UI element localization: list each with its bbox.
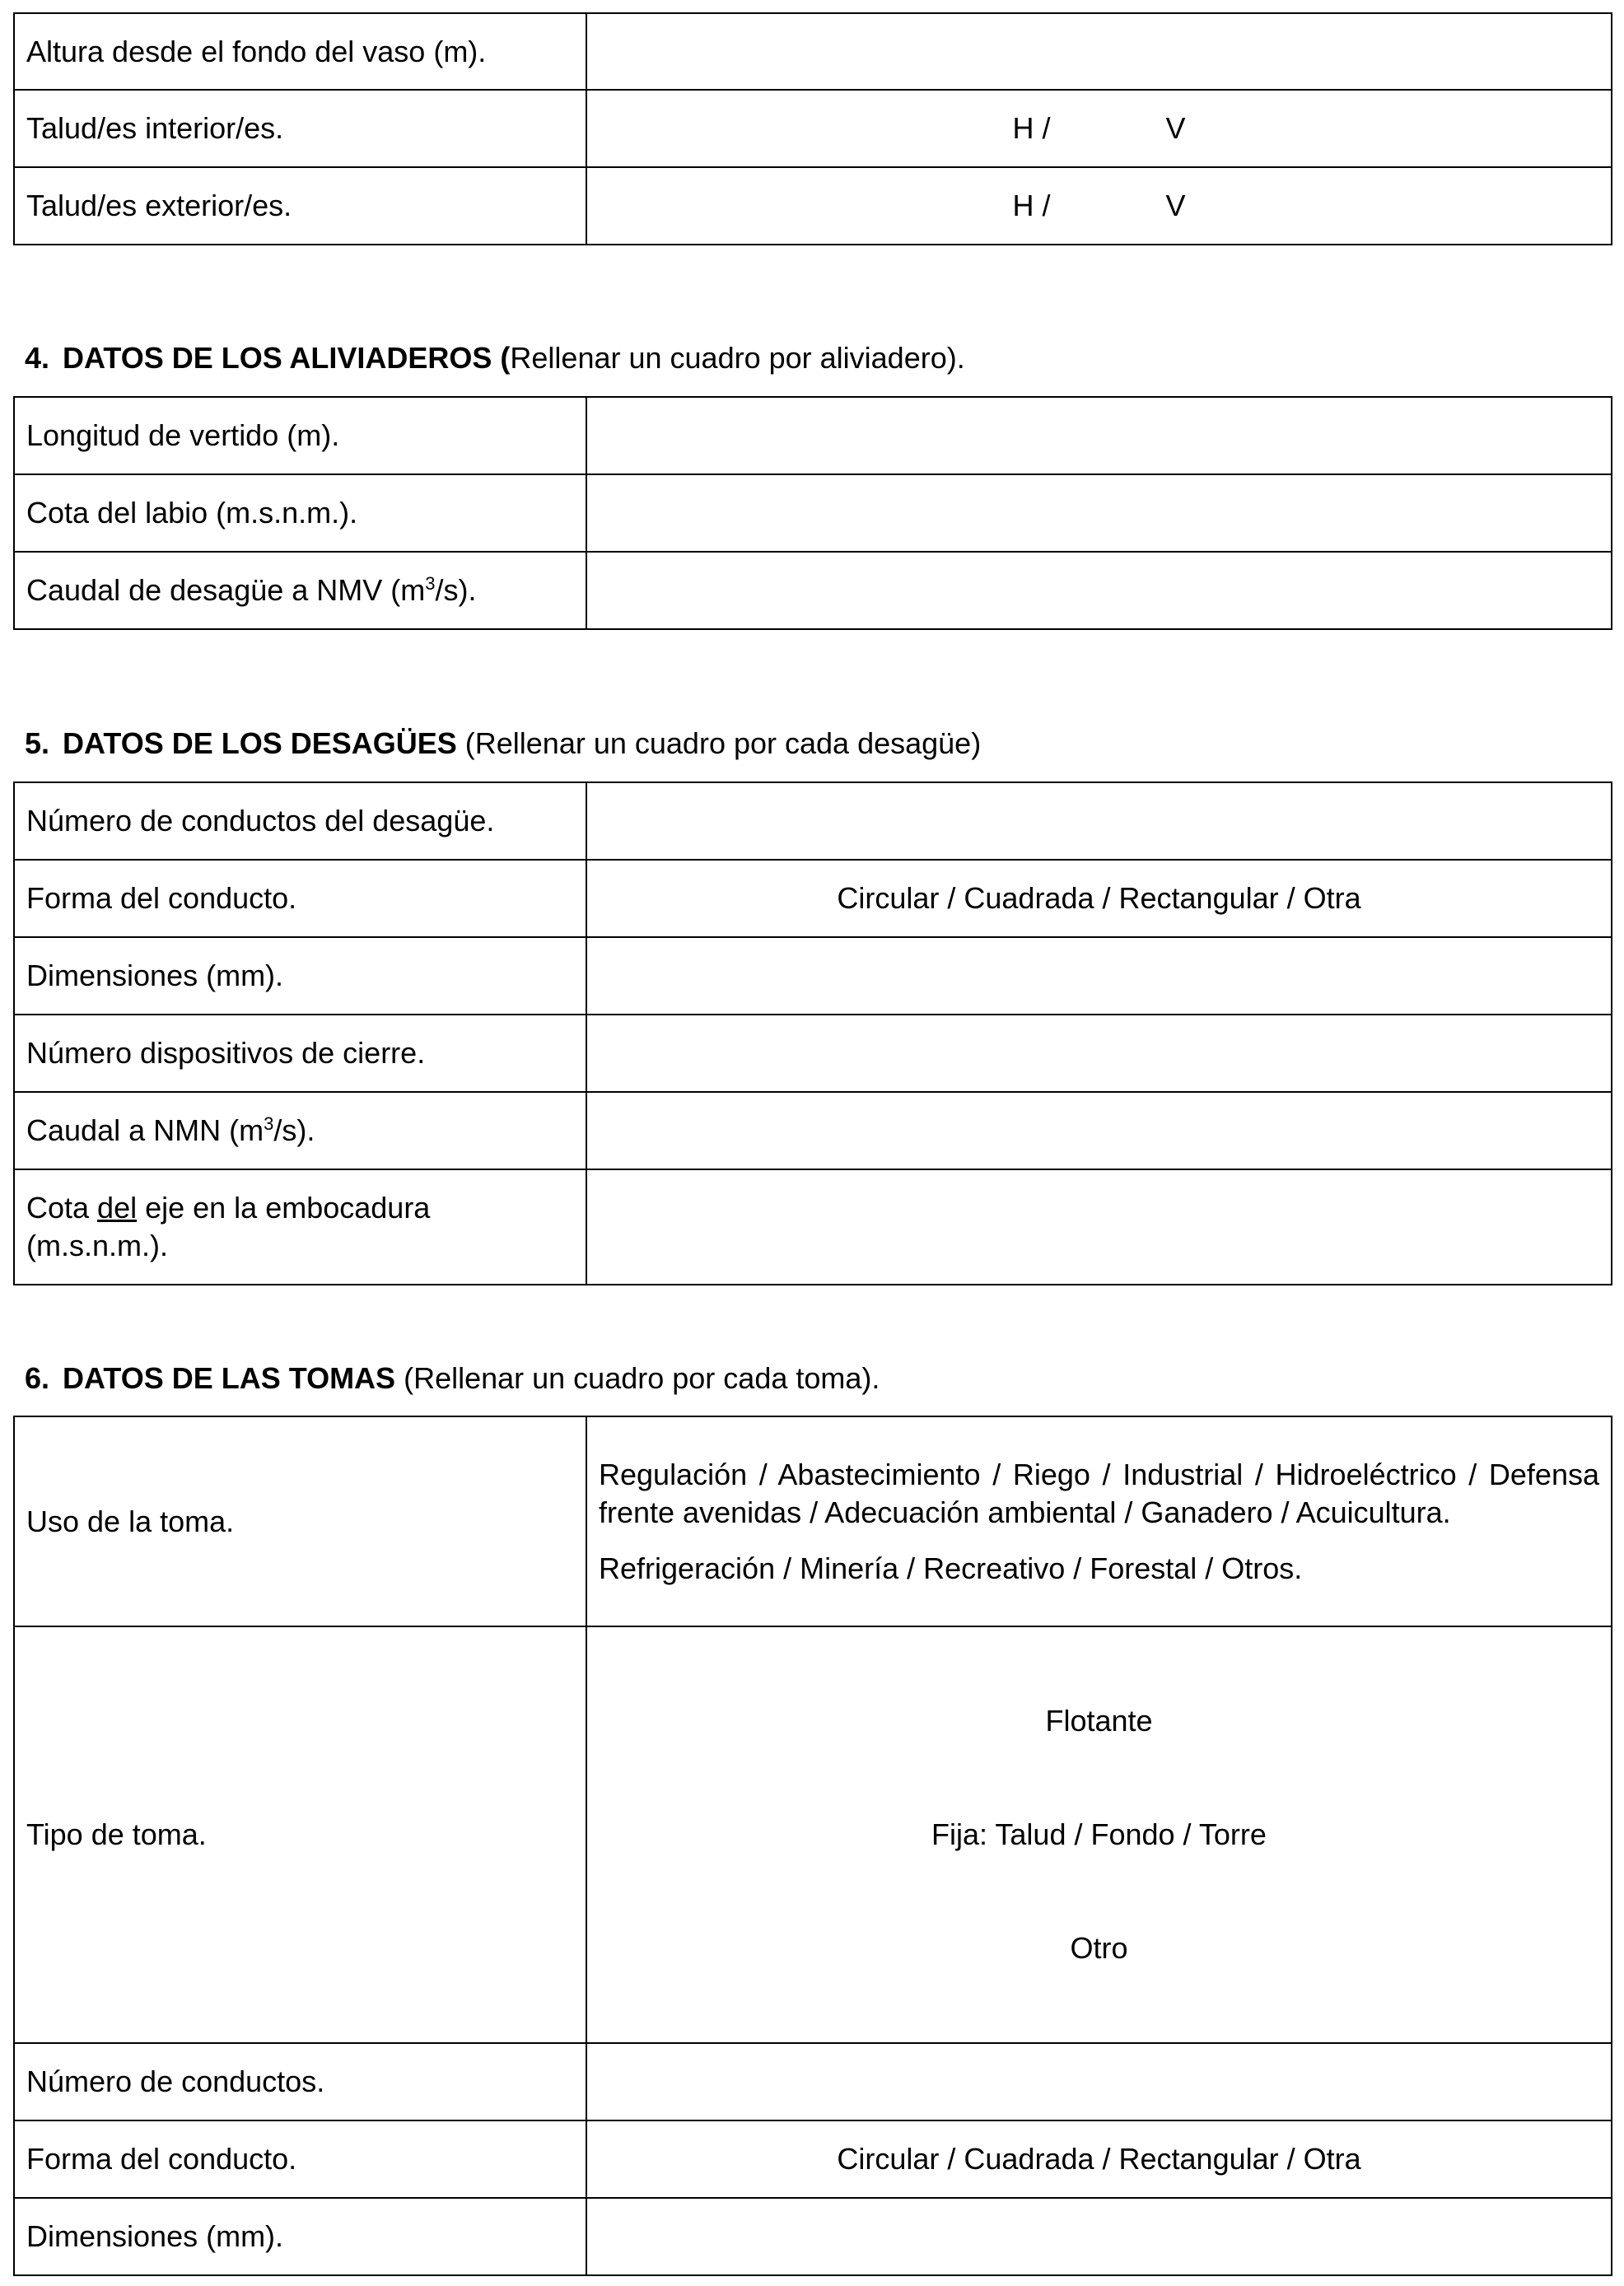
spillway-table: [13, 396, 1612, 630]
intake-use-options-2: Refrigeración / Minería / Recreativo / Forestal / Otros.: [599, 1551, 1303, 1585]
intake-use-options[interactable]: [586, 1416, 1612, 1626]
slope-table: [13, 12, 1612, 245]
h-label: H /: [1012, 111, 1051, 145]
table-row: [14, 1626, 1612, 2043]
lip-elevation-label: Cota del labio (m.s.n.m.).: [14, 474, 586, 552]
v-label: V: [1165, 189, 1186, 222]
intake-table: [13, 1416, 1612, 2276]
axis-elevation-label: Cota del eje en la embocadura (m.s.n.m.).: [14, 1169, 586, 1285]
h-label: H /: [1012, 189, 1051, 222]
intake-conduits-label: Número de conductos.: [14, 2043, 586, 2120]
outlet-shape-label: Forma del conducto.: [14, 860, 586, 937]
intake-type-options[interactable]: [586, 1626, 1612, 2043]
intake-shape-label: Forma del conducto.: [14, 2120, 586, 2198]
table-row: [14, 397, 1612, 474]
nmv-flow-label: Caudal de desagüe a NMV $(m^3/s)$.: [14, 552, 586, 629]
interior-slope-label: Talud/es interior/es.: [14, 90, 586, 167]
table-row: [14, 1015, 1612, 1092]
outlet-conduits-label: Número de conductos del desagüe.: [14, 782, 586, 860]
table-row: [14, 1092, 1612, 1169]
intake-dimensions-field[interactable]: [586, 2198, 1612, 2275]
table-row: [14, 860, 1612, 937]
table-row: [14, 167, 1612, 245]
closure-devices-label: Número dispositivos de cierre.: [14, 1015, 586, 1092]
intake-conduits-field[interactable]: [586, 2043, 1612, 2120]
table-row: [14, 1169, 1612, 1285]
outlet-shape-options[interactable]: Circular / Cuadrada / Rectangular / Otra: [586, 860, 1612, 937]
table-row: [14, 2198, 1612, 2275]
table-row: [14, 937, 1612, 1015]
discharge-length-label: Longitud de vertido (m).: [14, 397, 586, 474]
outlet-dimensions-field[interactable]: [586, 937, 1612, 1015]
table-row: [14, 552, 1612, 629]
nmn-flow-label: Caudal a NMN $(m^3/s)$.: [14, 1092, 586, 1169]
outlet-table: [13, 781, 1612, 1285]
table-row: [14, 782, 1612, 860]
discharge-length-field[interactable]: [586, 397, 1612, 474]
interior-slope-field[interactable]: [586, 90, 1612, 167]
outlet-dimensions-label: Dimensiones (mm).: [14, 937, 586, 1015]
section-5-title: 5. DATOS DE LOS DESAGÜES (Rellenar un cuadro por cada desagüe): [25, 726, 982, 760]
table-row: [14, 1416, 1612, 1626]
height-field[interactable]: [586, 13, 1612, 90]
intake-dimensions-label: Dimensiones (mm).: [14, 2198, 586, 2275]
intake-type-label: Tipo de toma.: [14, 1626, 586, 2043]
intake-shape-options[interactable]: Circular / Cuadrada / Rectangular / Otra: [586, 2120, 1612, 2198]
table-row: [14, 2120, 1612, 2198]
closure-devices-field[interactable]: [586, 1015, 1612, 1092]
intake-type-floating: Flotante: [1045, 1704, 1153, 1738]
section-6-title: 6. DATOS DE LAS TOMAS (Rellenar un cuadro por cada toma).: [25, 1361, 880, 1395]
intake-use-options-1: Regulación / Abastecimiento / Riego / Industrial / Hidroeléctrico / Defensa frente avenidas / Adecuación ambiental / Ganadero / Acuicultura.: [599, 1457, 1599, 1529]
section-4-title: 4. DATOS DE LOS ALIVIADEROS (Rellenar un cuadro por aliviadero).: [25, 341, 965, 375]
exterior-slope-field[interactable]: [586, 167, 1612, 245]
table-row: [14, 90, 1612, 167]
exterior-slope-label: Talud/es exterior/es.: [14, 167, 586, 245]
nmn-flow-field[interactable]: [586, 1092, 1612, 1169]
lip-elevation-field[interactable]: [586, 474, 1612, 552]
intake-use-label: Uso de la toma.: [14, 1416, 586, 1626]
intake-type-other: Otro: [1070, 1931, 1128, 1965]
axis-elevation-field[interactable]: [586, 1169, 1612, 1285]
outlet-conduits-field[interactable]: [586, 782, 1612, 860]
v-label: V: [1165, 111, 1186, 145]
table-row: [14, 13, 1612, 90]
table-row: [14, 474, 1612, 552]
intake-type-fixed: Fija: Talud / Fondo / Torre: [931, 1817, 1267, 1851]
nmv-flow-field[interactable]: [586, 552, 1612, 629]
table-row: [14, 2043, 1612, 2120]
height-label: Altura desde el fondo del vaso (m).: [14, 13, 586, 90]
